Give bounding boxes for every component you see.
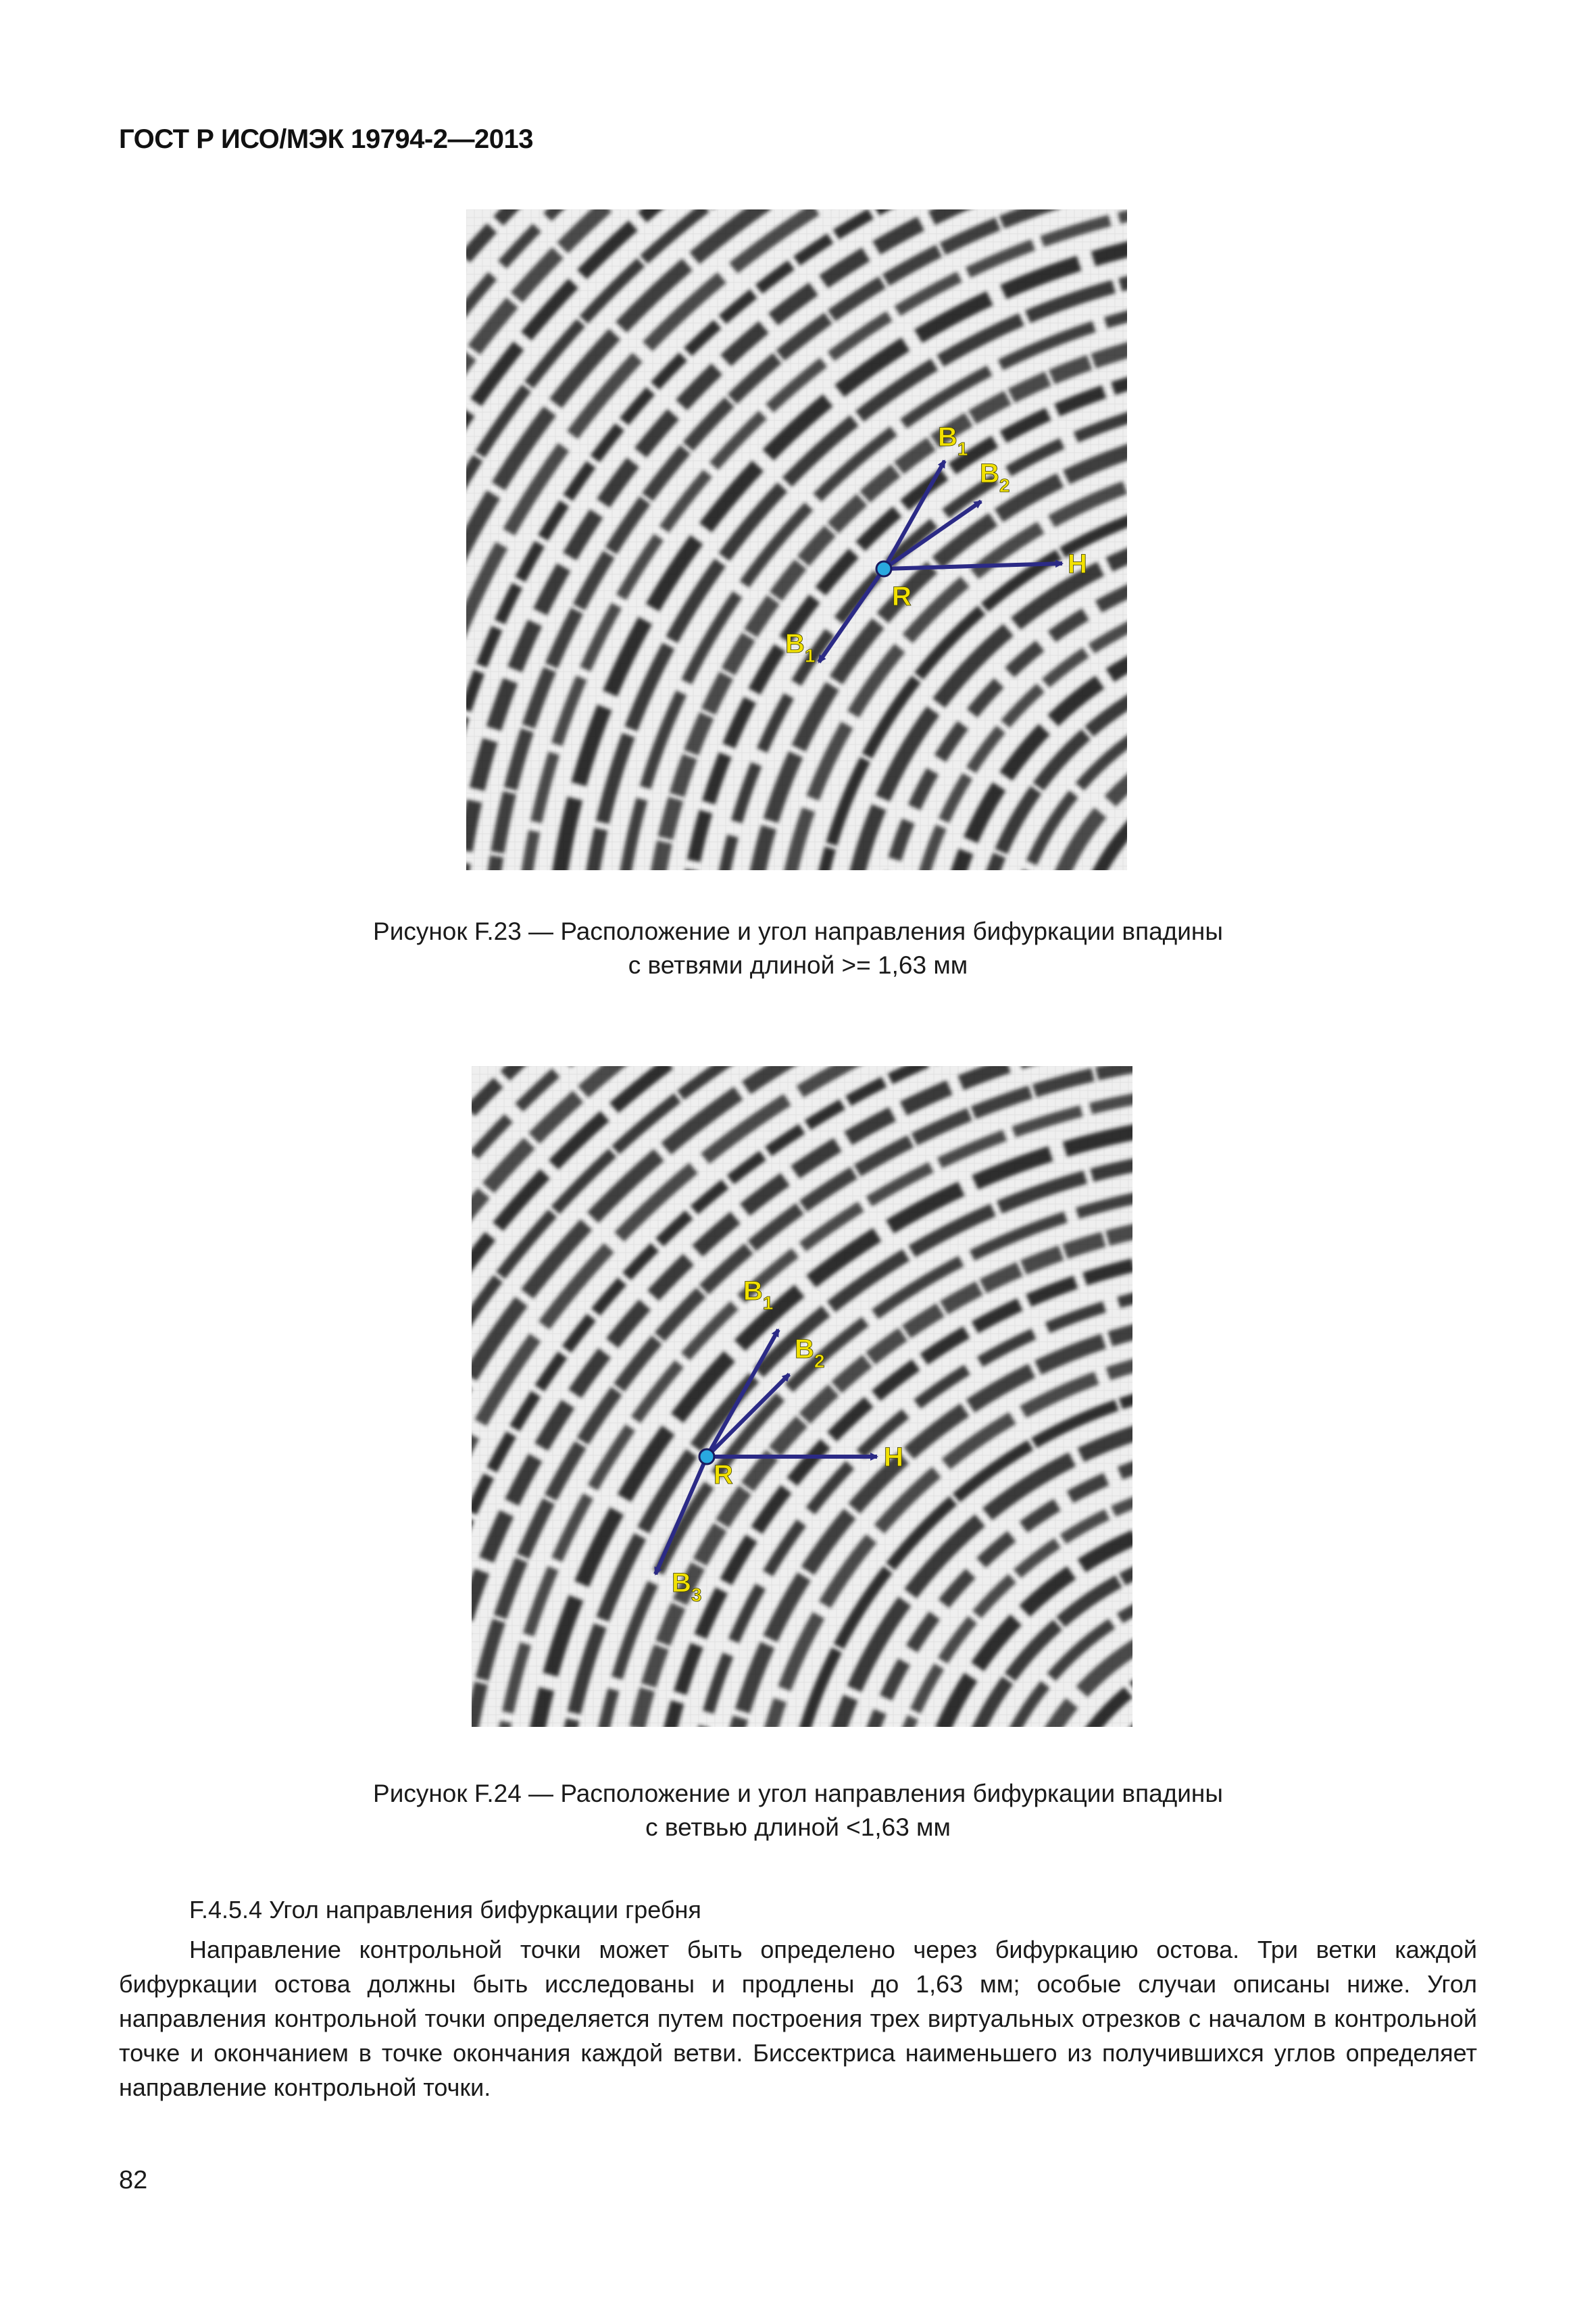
figure-caption-f23 bbox=[0, 915, 1596, 982]
caption-line-2: с ветвью длиной <1,63 мм bbox=[645, 1813, 951, 1841]
label-b1-sub: 1 bbox=[762, 1292, 774, 1313]
section-heading: F.4.5.4 Угол направления бифуркации гребня bbox=[189, 1896, 701, 1923]
label-b3-sub: 3 bbox=[691, 1584, 702, 1605]
fingerprint-figure-f23 bbox=[466, 209, 1127, 870]
section-paragraph: Направление контрольной точки может быть определено через бифуркацию остова. Три ветки каждой бифуркации остова должны быть исследованы и продлены до 1,63 мм; особые случаи описаны ниже. Угол направления контрольной точки определяется путем построения трех виртуальных отрезков с началом в контрольной точке и окончанием в точке окончания каждой ветви. Биссектриса наименьшего из получившихся углов определяет направление контрольной точки. bbox=[119, 1936, 1477, 2101]
label-b3: B bbox=[785, 629, 805, 659]
fingerprint-image-f23 bbox=[466, 209, 1127, 870]
label-b2-sub: 2 bbox=[999, 475, 1010, 496]
label-b2: B bbox=[795, 1334, 814, 1364]
caption-line-1: Рисунок F.24 — Расположение и угол направления бифуркации впадины bbox=[373, 1780, 1223, 1807]
label-h: H bbox=[884, 1442, 903, 1472]
label-b3: B bbox=[672, 1568, 691, 1598]
label-r: R bbox=[892, 582, 912, 611]
fingerprint-image-f24 bbox=[472, 1066, 1132, 1727]
page-number: 82 bbox=[119, 2166, 148, 2194]
label-b1: B bbox=[938, 422, 957, 452]
caption-line-1: Рисунок F.23 — Расположение и угол направления бифуркации впадины bbox=[373, 917, 1223, 945]
reference-point bbox=[876, 561, 891, 576]
figure-caption-f24 bbox=[0, 1777, 1596, 1844]
label-b2-sub: 2 bbox=[814, 1351, 825, 1372]
label-b1: B bbox=[743, 1276, 763, 1306]
document-header: ГОСТ Р ИСО/МЭК 19794-2—2013 bbox=[119, 124, 533, 154]
label-b3-sub: 1 bbox=[804, 645, 816, 666]
reference-point bbox=[699, 1449, 714, 1464]
label-h: H bbox=[1068, 549, 1087, 579]
fingerprint-figure-f24 bbox=[472, 1066, 1132, 1727]
label-b1-sub: 1 bbox=[957, 438, 968, 459]
label-b2: B bbox=[980, 459, 999, 488]
label-r: R bbox=[714, 1460, 733, 1490]
caption-line-2: с ветвями длиной >= 1,63 мм bbox=[628, 951, 968, 979]
